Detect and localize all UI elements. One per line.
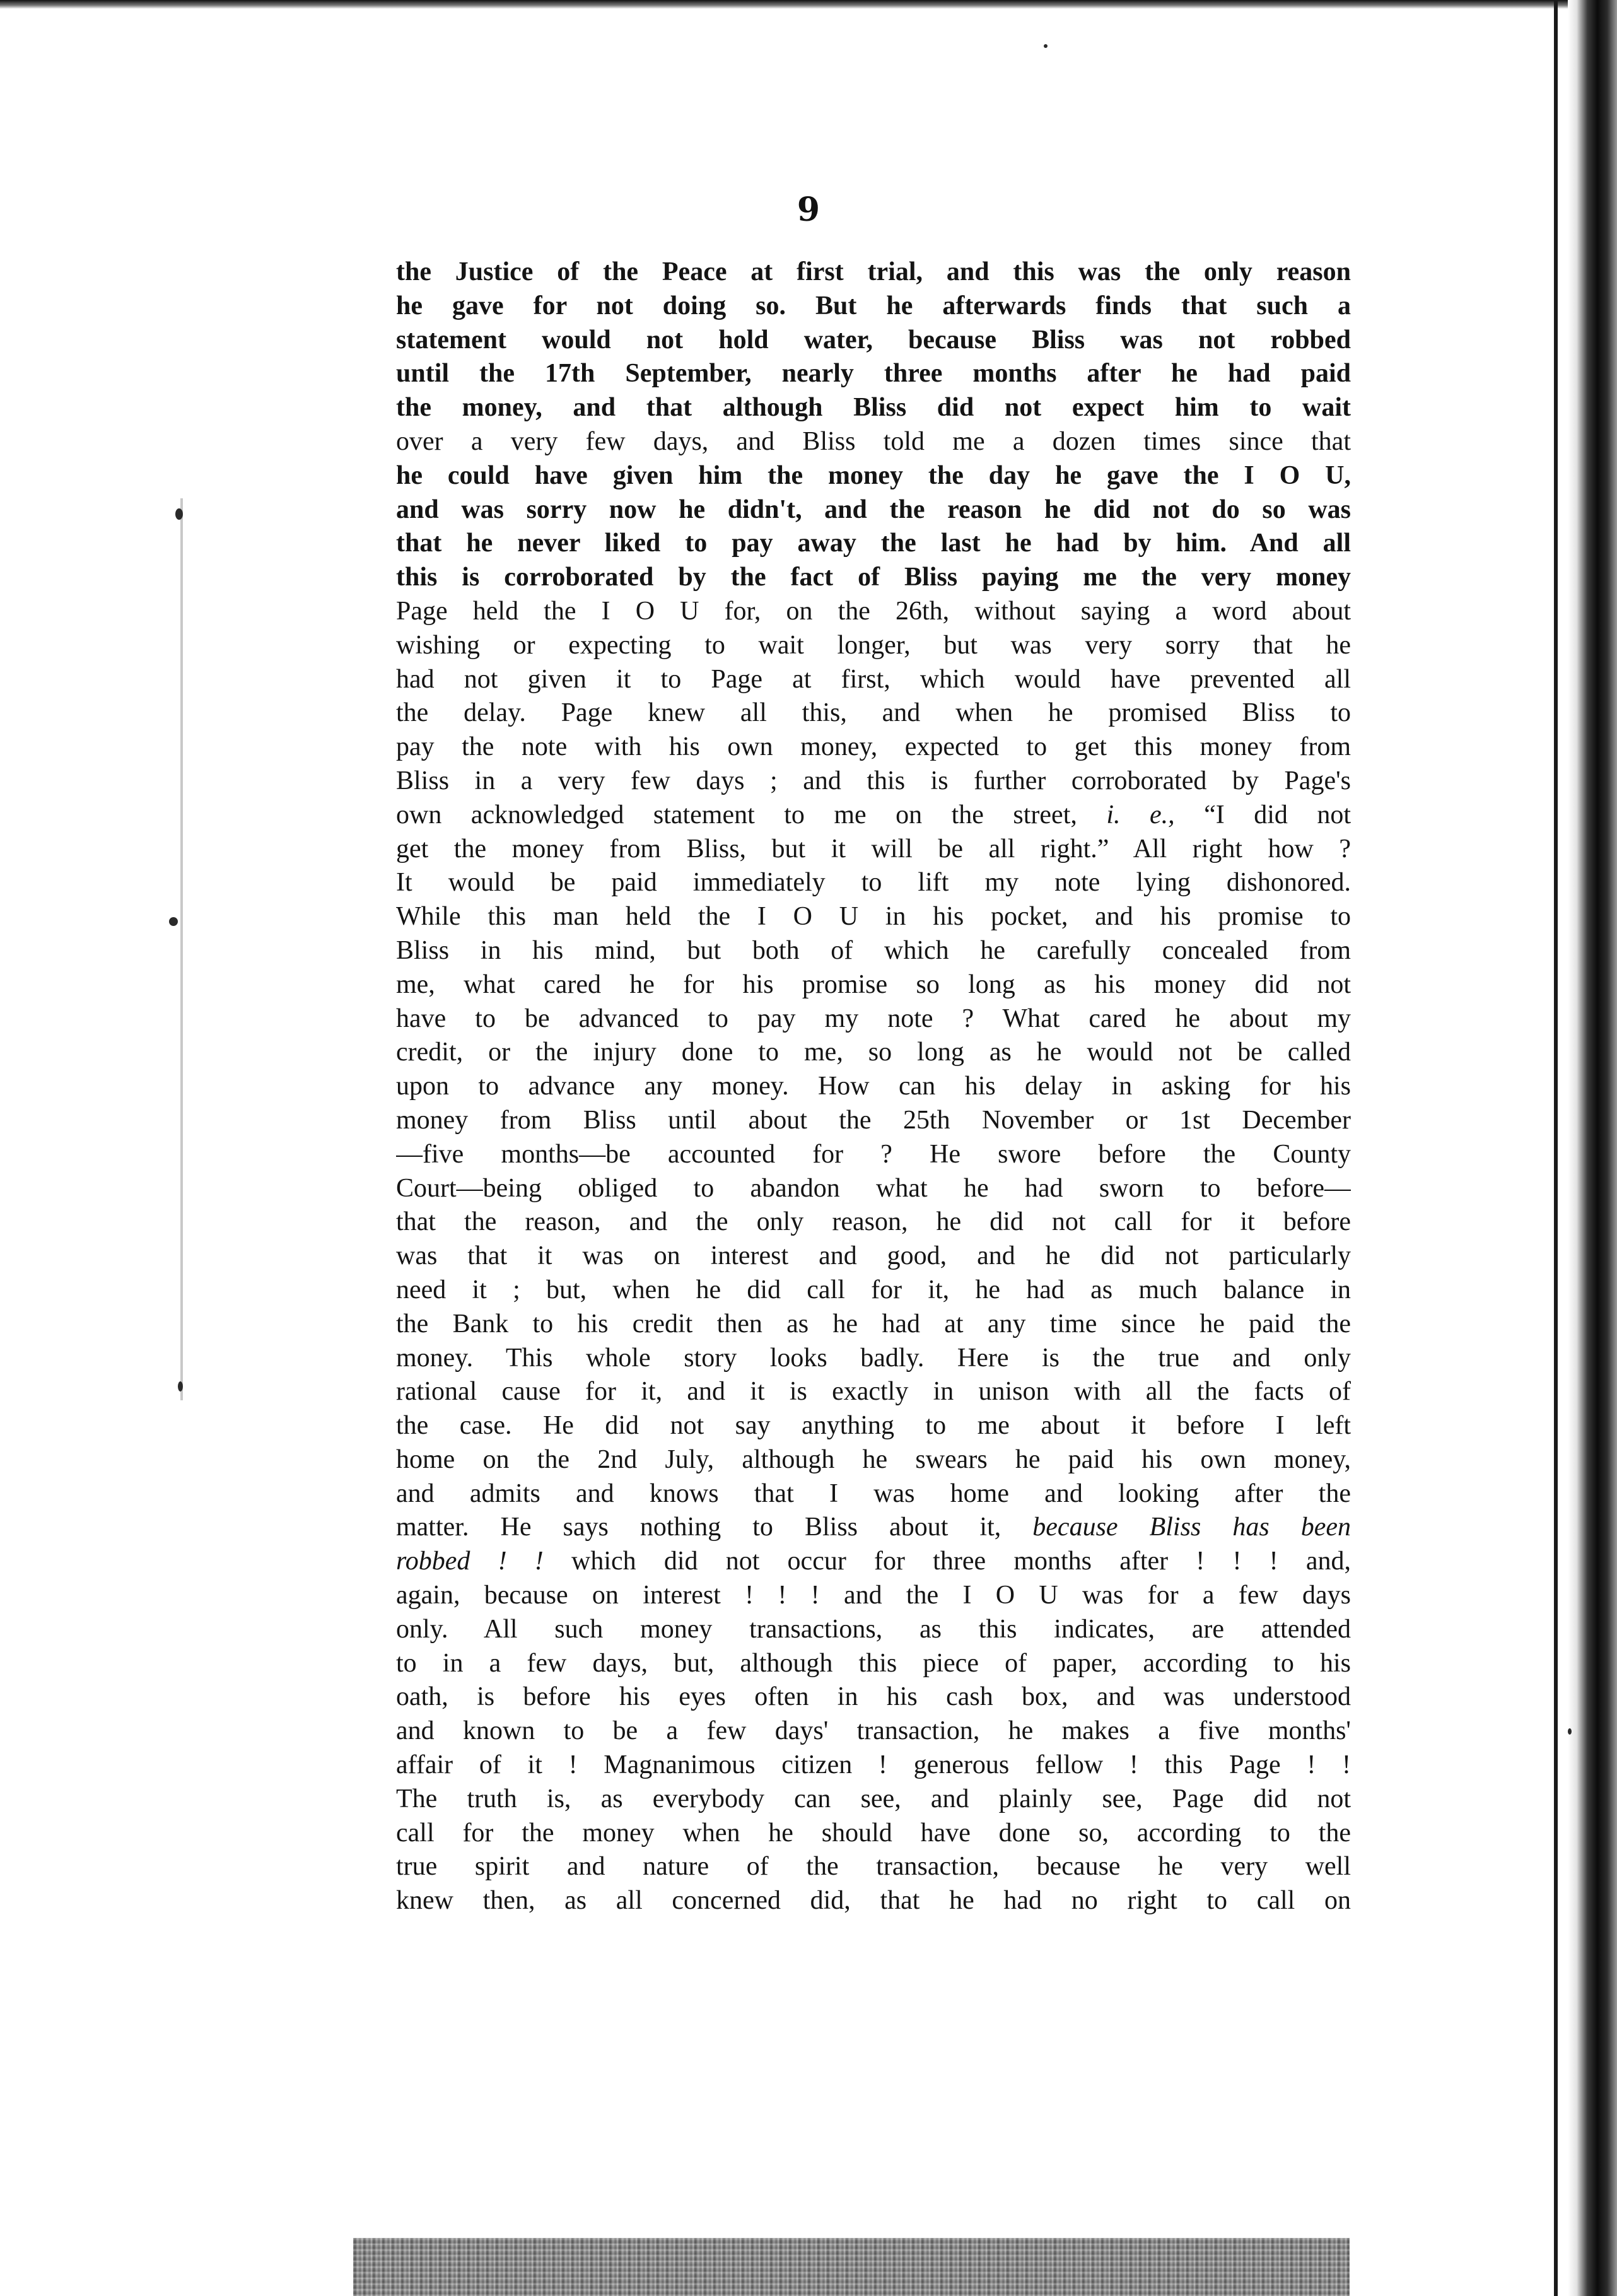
text-line: was that it was on interest and good, and he did not particularly — [396, 1241, 1351, 1271]
text-line: and admits and knows that I was home and looking after the — [396, 1479, 1351, 1508]
margin-rule — [180, 498, 183, 1400]
bottom-scan-artifact — [353, 2238, 1350, 2296]
text-line: It would be paid immediately to lift my note lying dishonored. — [396, 868, 1351, 898]
text-line: Bliss in a very few days ; and this is further corroborated by Page's — [396, 766, 1351, 795]
text-line: own acknowledged statement to me on the street, i. e., “I did not — [396, 800, 1351, 829]
page-number: 9 — [797, 190, 820, 229]
text-line: Bliss in his mind, but both of which he carefully concealed from — [396, 935, 1351, 965]
text-line: call for the money when he should have done so, according to the — [396, 1818, 1351, 1848]
text-line: upon to advance any money. How can his delay in asking for his — [396, 1072, 1351, 1101]
margin-mark — [175, 508, 183, 520]
body-text — [396, 255, 1351, 1918]
text-line: affair of it ! Magnanimous citizen ! generous fellow ! this Page ! ! — [396, 1750, 1351, 1780]
text-line: he gave for not doing so. But he afterwards finds that such a — [396, 291, 1351, 320]
text-line: that the reason, and the only reason, he did not call for it before — [396, 1207, 1351, 1237]
text-line: the Justice of the Peace at first trial, and this was the only reason — [396, 257, 1351, 286]
text-line: While this man held the I O U in his pocket, and his promise to — [396, 902, 1351, 932]
text-line: the money, and that although Bliss did not expect him to wait — [396, 393, 1351, 423]
text-line: Court—being obliged to abandon what he had sworn to before— — [396, 1173, 1351, 1203]
text-line: need it ; but, when he did call for it, he had as much balance in — [396, 1275, 1351, 1304]
text-line: again, because on interest ! ! ! and the I O U was for a few days — [396, 1581, 1351, 1610]
text-line: the Bank to his credit then as he had at any time since he paid the — [396, 1309, 1351, 1338]
right-binding-edge — [1568, 0, 1617, 2296]
text-line: over a very few days, and Bliss told me a dozen times since that — [396, 426, 1351, 456]
top-page-edge — [0, 0, 1617, 9]
text-line: —five months—be accounted for ? He swore before the County — [396, 1139, 1351, 1169]
text-line: me, what cared he for his promise so long as his money did not — [396, 969, 1351, 999]
text-line: wishing or expecting to wait longer, but was very sorry that he — [396, 630, 1351, 660]
text-line: knew then, as all concerned did, that he had no right to call on — [396, 1886, 1351, 1916]
text-line: get the money from Bliss, but it will be all right.” All right how ? — [396, 834, 1351, 864]
text-line: this is corroborated by the fact of Bliss paying me the very money — [396, 563, 1351, 592]
text-line: oath, is before his eyes often in his cash box, and was understood — [396, 1682, 1351, 1712]
text-line: that he never liked to pay away the last he had by him. And all — [396, 529, 1351, 558]
text-line: robbed ! ! which did not occur for three months after ! ! ! and, — [396, 1547, 1351, 1576]
text-line: The truth is, as everybody can see, and plainly see, Page did not — [396, 1784, 1351, 1813]
text-line: have to be advanced to pay my note ? What cared he about my — [396, 1004, 1351, 1033]
text-line: until the 17th September, nearly three months after he had paid — [396, 359, 1351, 389]
text-line: had not given it to Page at first, which would have prevented all — [396, 664, 1351, 694]
text-line: money from Bliss until about the 25th November or 1st December — [396, 1105, 1351, 1135]
text-line: he could have given him the money the day he gave the I O U, — [396, 460, 1351, 490]
margin-mark — [169, 917, 178, 926]
text-line: the delay. Page knew all this, and when he promised Bliss to — [396, 698, 1351, 728]
margin-mark — [1568, 1728, 1572, 1735]
text-line: pay the note with his own money, expected to get this money from — [396, 732, 1351, 762]
text-line: true spirit and nature of the transaction, because he very well — [396, 1852, 1351, 1882]
text-line: the case. He did not say anything to me about it before I left — [396, 1411, 1351, 1441]
text-line: credit, or the injury done to me, so long as he would not be called — [396, 1038, 1351, 1067]
text-line: Page held the I O U for, on the 26th, without saying a word about — [396, 596, 1351, 626]
text-line: to in a few days, but, although this piece of paper, according to his — [396, 1648, 1351, 1678]
text-line: statement would not hold water, because Bliss was not robbed — [396, 325, 1351, 354]
text-line: only. All such money transactions, as this indicates, are attended — [396, 1614, 1351, 1644]
text-line: rational cause for it, and it is exactly in unison with all the facts of — [396, 1377, 1351, 1407]
text-line: matter. He says nothing to Bliss about it, because Bliss has been — [396, 1513, 1351, 1542]
margin-mark — [178, 1381, 183, 1391]
text-line: money. This whole story looks badly. Here is the true and only — [396, 1343, 1351, 1373]
text-line: and was sorry now he didn't, and the reason he did not do so was — [396, 495, 1351, 524]
text-line: home on the 2nd July, although he swears he paid his own money, — [396, 1444, 1351, 1474]
text-line: and known to be a few days' transaction, he makes a five months' — [396, 1716, 1351, 1746]
margin-mark — [1044, 44, 1048, 48]
